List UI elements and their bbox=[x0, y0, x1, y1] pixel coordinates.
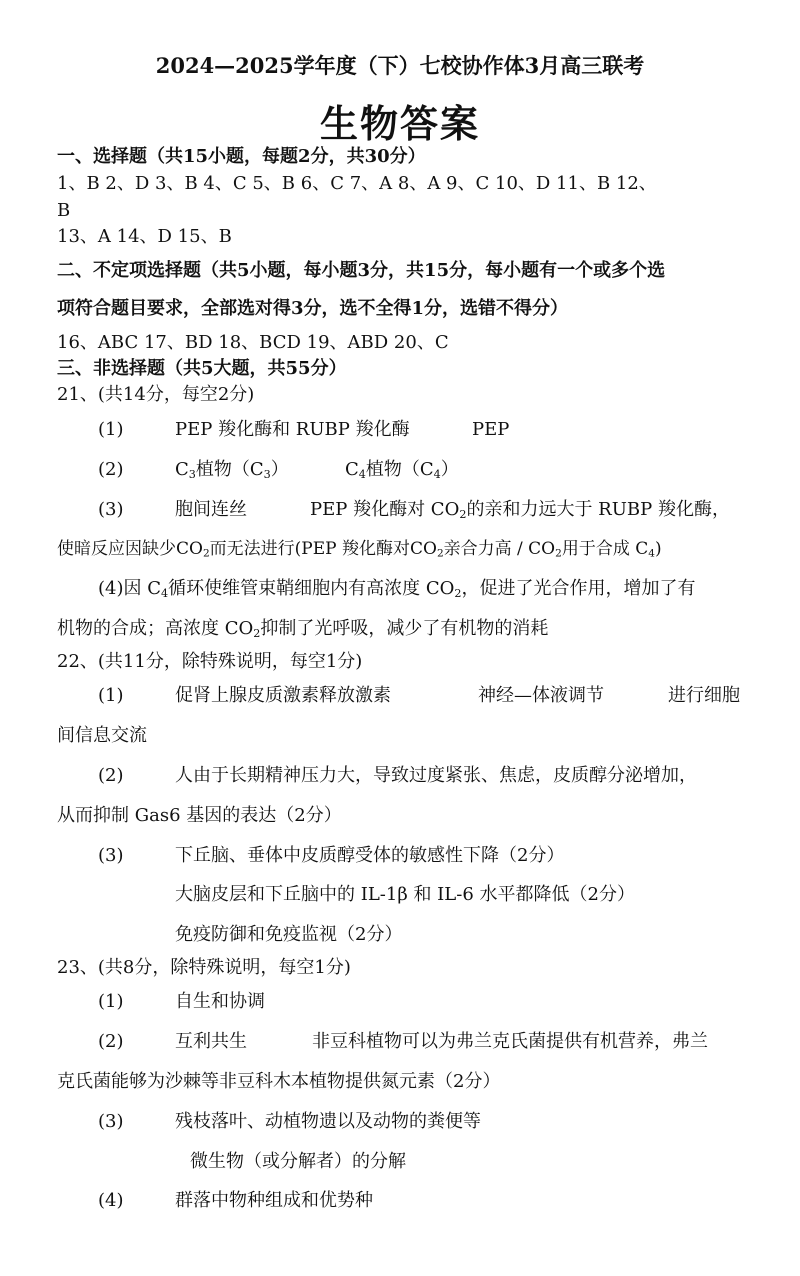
q21-p1-answer-a: PEP 羧化酶和 RUBP 羧化酶 bbox=[175, 419, 410, 440]
q23-p3-answer-a: 残枝落叶、动植物遗以及动物的粪便等 bbox=[175, 1111, 481, 1132]
q23-p1-answer-a: 自生和协调 bbox=[175, 991, 265, 1012]
q21-p3-number: (3) bbox=[98, 499, 124, 520]
q23-p2-answer-a: 互利共生 bbox=[175, 1031, 247, 1052]
q23-p4-number: (4) bbox=[98, 1190, 124, 1211]
q21-p4-line-2: 机物的合成；高浓度 $CO_2$抑制了光呼吸，减少了有机物的消耗 bbox=[57, 618, 549, 640]
q22-p2-answer-b: 从而抑制 Gas6 基因的表达（2分） bbox=[57, 805, 342, 826]
page-title: 2024—2025学年度（下）七校协作体3月高三联考 bbox=[155, 53, 645, 78]
q21-p2-answer-b: $C_4$植物$(C_4)$ bbox=[345, 459, 459, 481]
q23-p2-answer-b: 非豆科植物可以为弗兰克氏菌提供有机营养，弗兰 bbox=[312, 1031, 708, 1052]
q21-p1-answer-b: PEP bbox=[472, 419, 510, 440]
q21-p3-answer-c: 使暗反应因缺少$CO_2$而无法进行(PEP 羧化酶对$CO_2$亲合力高 / $CO_2$用于合成 $C_4$) bbox=[57, 539, 662, 560]
q23-header: 23、(共8分，除特殊说明，每空1分) bbox=[57, 957, 351, 978]
mcq-answers-line-1: 1、B 2、D 3、B 4、C 5、B 6、C 7、A 8、A 9、C 10、D 11、B 12、 bbox=[57, 173, 657, 194]
q22-p1-answer-a: 促肾上腺皮质激素释放激素 bbox=[175, 685, 391, 706]
q23-p3-number: (3) bbox=[98, 1111, 124, 1132]
q21-p2-number: (2) bbox=[98, 459, 124, 480]
section-2-heading-line-1: 二、不定项选择题（共5小题，每小题3分，共15分，每小题有一个或多个选 bbox=[57, 260, 666, 281]
q23-p1-number: (1) bbox=[98, 991, 124, 1012]
section-1-heading: 一、选择题（共15小题，每题2分，共30分） bbox=[57, 146, 426, 167]
q22-p1-answer-c: 进行细胞 bbox=[668, 685, 740, 706]
q23-p4-answer-a: 群落中物种组成和优势种 bbox=[175, 1190, 373, 1211]
multi-select-answers: 16、ABC 17、BD 18、BCD 19、ABD 20、C bbox=[57, 332, 449, 353]
q22-header: 22、(共11分，除特殊说明，每空1分) bbox=[57, 651, 363, 672]
q21-p3-answer-a: 胞间连丝 bbox=[175, 499, 247, 520]
document-subtitle: 生物答案 bbox=[319, 101, 480, 146]
q21-p4-line-1: (4)因 $C_4$循环使维管束鞘细胞内有高浓度 $CO_2$，促进了光合作用，增加了有 bbox=[98, 578, 696, 600]
q22-p3-number: (3) bbox=[98, 845, 124, 866]
q22-p1-answer-c-wrap: 间信息交流 bbox=[57, 725, 147, 746]
q23-p2-number: (2) bbox=[98, 1031, 124, 1052]
mcq-answers-line-1-wrap: B bbox=[57, 200, 71, 221]
q21-p3-answer-b: PEP 羧化酶对 $CO_2$的亲和力远大于 RUBP 羧化酶， bbox=[310, 499, 730, 521]
mcq-answers-line-2: 13、A 14、D 15、B bbox=[57, 226, 232, 247]
section-3-heading: 三、非选择题（共5大题，共55分） bbox=[57, 358, 347, 379]
q22-p3-answer-c: 免疫防御和免疫监视（2分） bbox=[175, 924, 403, 945]
q23-p3-answer-b: 微生物（或分解者）的分解 bbox=[190, 1151, 406, 1172]
q22-p1-number: (1) bbox=[98, 685, 124, 706]
q21-p1-number: (1) bbox=[98, 419, 124, 440]
q22-p3-answer-b: 大脑皮层和下丘脑中的 IL-1β 和 IL-6 水平都降低（2分） bbox=[175, 884, 635, 905]
q21-header: 21、(共14分，每空2分) bbox=[57, 384, 255, 405]
q21-p2-answer-a: $C_3$植物$(C_3)$ bbox=[175, 459, 289, 481]
q22-p1-answer-b: 神经—体液调节 bbox=[478, 685, 604, 706]
section-2-heading-line-2: 项符合题目要求，全部选对得3分，选不全得1分，选错不得分） bbox=[57, 298, 569, 319]
q22-p2-number: (2) bbox=[98, 765, 124, 786]
q22-p3-answer-a: 下丘脑、垂体中皮质醇受体的敏感性下降（2分） bbox=[175, 845, 565, 866]
q23-p2-answer-c: 克氏菌能够为沙棘等非豆科木本植物提供氮元素（2分） bbox=[57, 1071, 501, 1092]
q22-p2-answer-a: 人由于长期精神压力大，导致过度紧张、焦虑，皮质醇分泌增加， bbox=[175, 765, 697, 786]
